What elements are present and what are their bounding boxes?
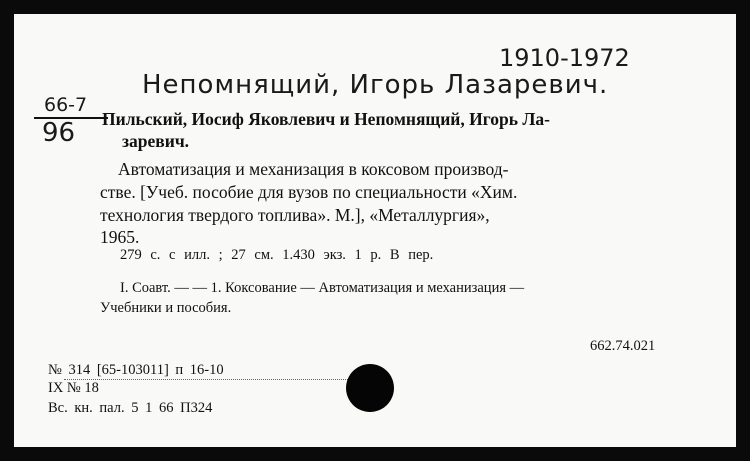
body-line-2: стве. [Учеб. пособие для вузов по специальности «Хим. — [100, 182, 518, 202]
body-line-3: технология твердого топлива». М.], «Металлургия», — [100, 205, 490, 225]
body-line-4: 1965. — [100, 227, 140, 247]
call-number-top: 66-7 — [44, 94, 88, 116]
dotted-rule — [64, 379, 350, 380]
footer-line-1: № 314 [65-103011] п 16-10 — [48, 362, 224, 378]
handwritten-years: 1910-1972 — [499, 44, 630, 72]
classification-number: 662.74.021 — [590, 338, 656, 354]
entry-line-2: заревич. — [122, 131, 190, 151]
call-number-bottom: 96 — [42, 118, 76, 148]
entry-line-1: Пильский, Иосиф Яковлевич и Непомнящий, Игорь Ла- — [102, 109, 550, 129]
body-line-1: Автоматизация и механизация в коксовом производ- — [118, 159, 509, 179]
tracings-line-2: Учебники и пособия. — [100, 300, 232, 316]
tracings-line-1: I. Соавт. — — 1. Коксование — Автоматизация и механизация — — [120, 280, 525, 296]
handwritten-heading: Непомнящий, Игорь Лазаревич. — [142, 70, 609, 100]
punch-hole — [346, 364, 394, 412]
collation: 279 с. с илл. ; 27 см. 1.430 экз. 1 р. В пер. — [120, 247, 434, 263]
footer-line-3: Вс. кн. пал. 5 1 66 П324 — [48, 400, 213, 416]
footer-line-2: IX № 18 — [48, 380, 99, 396]
